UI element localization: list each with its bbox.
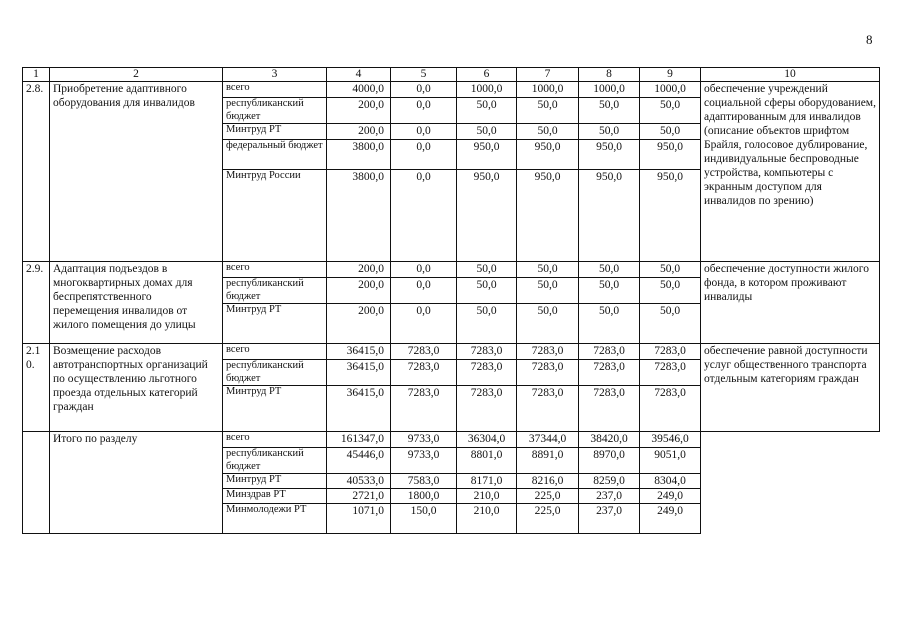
amount-cell: 0,0 — [391, 124, 457, 140]
funding-source: всего — [223, 432, 327, 448]
amount-cell: 8259,0 — [579, 474, 640, 489]
amount-cell: 7283,0 — [391, 360, 457, 386]
amount-cell: 249,0 — [640, 489, 701, 504]
amount-cell: 0,0 — [391, 140, 457, 170]
amount-cell: 3800,0 — [327, 170, 391, 262]
amount-cell: 50,0 — [517, 98, 579, 124]
amount-cell: 36415,0 — [327, 386, 391, 432]
amount-cell: 45446,0 — [327, 448, 391, 474]
amount-cell: 200,0 — [327, 278, 391, 304]
amount-cell: 39546,0 — [640, 432, 701, 448]
expected-result: обеспечение доступности жилого фонда, в котором проживают инвалиды — [701, 262, 880, 344]
amount-cell: 37344,0 — [517, 432, 579, 448]
amount-cell: 50,0 — [579, 98, 640, 124]
amount-cell: 7283,0 — [457, 344, 517, 360]
amount-cell: 225,0 — [517, 489, 579, 504]
amount-cell: 50,0 — [640, 262, 701, 278]
column-header: 8 — [579, 68, 640, 82]
amount-cell: 8970,0 — [579, 448, 640, 474]
total-number-cell — [23, 432, 50, 534]
header-row — [23, 68, 880, 82]
total-label: Итого по разделу — [50, 432, 223, 534]
column-header: 4 — [327, 68, 391, 82]
amount-cell: 50,0 — [579, 124, 640, 140]
measure-name: Возмещение расходов автотранспортных организаций по осуществлению льготного проезда отдельных категорий граждан — [50, 344, 223, 432]
amount-cell: 50,0 — [640, 304, 701, 344]
funding-source: Минмолодежи РТ — [223, 504, 327, 534]
funding-source: всего — [223, 262, 327, 278]
amount-cell: 0,0 — [391, 278, 457, 304]
amount-cell: 7283,0 — [457, 386, 517, 432]
table-row — [23, 82, 880, 98]
funding-source: всего — [223, 344, 327, 360]
amount-cell: 36304,0 — [457, 432, 517, 448]
program-table — [22, 67, 880, 534]
amount-cell: 50,0 — [457, 124, 517, 140]
amount-cell: 8304,0 — [640, 474, 701, 489]
amount-cell: 7283,0 — [640, 344, 701, 360]
funding-source: Минтруд России — [223, 170, 327, 262]
amount-cell: 0,0 — [391, 170, 457, 262]
amount-cell: 0,0 — [391, 262, 457, 278]
amount-cell: 1800,0 — [391, 489, 457, 504]
amount-cell: 1071,0 — [327, 504, 391, 534]
amount-cell: 200,0 — [327, 124, 391, 140]
column-header: 2 — [50, 68, 223, 82]
amount-cell: 8216,0 — [517, 474, 579, 489]
funding-source: республиканский бюджет — [223, 98, 327, 124]
amount-cell: 3800,0 — [327, 140, 391, 170]
row-number: 2.1 0. — [23, 344, 50, 432]
amount-cell: 9051,0 — [640, 448, 701, 474]
amount-cell: 40533,0 — [327, 474, 391, 489]
amount-cell: 7283,0 — [457, 360, 517, 386]
amount-cell: 7283,0 — [579, 386, 640, 432]
row-number: 2.9. — [23, 262, 50, 344]
funding-source: федеральный бюджет — [223, 140, 327, 170]
amount-cell: 9733,0 — [391, 448, 457, 474]
measure-name: Приобретение адаптивного оборудования для инвалидов — [50, 82, 223, 262]
amount-cell: 50,0 — [457, 304, 517, 344]
amount-cell: 50,0 — [579, 262, 640, 278]
amount-cell: 50,0 — [579, 278, 640, 304]
column-header: 7 — [517, 68, 579, 82]
amount-cell: 7283,0 — [579, 344, 640, 360]
amount-cell: 225,0 — [517, 504, 579, 534]
column-header: 3 — [223, 68, 327, 82]
amount-cell: 950,0 — [457, 170, 517, 262]
amount-cell: 36415,0 — [327, 360, 391, 386]
amount-cell: 7283,0 — [391, 386, 457, 432]
amount-cell: 237,0 — [579, 489, 640, 504]
amount-cell: 950,0 — [457, 140, 517, 170]
total-row — [23, 432, 880, 448]
funding-source: всего — [223, 82, 327, 98]
amount-cell: 50,0 — [579, 304, 640, 344]
amount-cell: 50,0 — [457, 98, 517, 124]
amount-cell: 50,0 — [457, 262, 517, 278]
amount-cell: 8801,0 — [457, 448, 517, 474]
column-header: 10 — [701, 68, 880, 82]
amount-cell: 0,0 — [391, 304, 457, 344]
funding-source: республиканский бюджет — [223, 448, 327, 474]
amount-cell: 7283,0 — [640, 386, 701, 432]
amount-cell: 950,0 — [579, 140, 640, 170]
amount-cell: 1000,0 — [640, 82, 701, 98]
row-number: 2.8. — [23, 82, 50, 262]
amount-cell: 1000,0 — [517, 82, 579, 98]
amount-cell: 1000,0 — [457, 82, 517, 98]
funding-source: Минтруд РТ — [223, 474, 327, 489]
amount-cell: 7583,0 — [391, 474, 457, 489]
amount-cell: 0,0 — [391, 82, 457, 98]
amount-cell: 7283,0 — [517, 386, 579, 432]
column-header: 6 — [457, 68, 517, 82]
amount-cell: 7283,0 — [517, 360, 579, 386]
funding-source: Минтруд РТ — [223, 124, 327, 140]
column-header: 5 — [391, 68, 457, 82]
amount-cell: 50,0 — [640, 124, 701, 140]
funding-source: республиканский бюджет — [223, 360, 327, 386]
expected-result: обеспечение равной доступности услуг общественного транспорта отдельным категориям граждан — [701, 344, 880, 432]
amount-cell: 7283,0 — [517, 344, 579, 360]
amount-cell: 50,0 — [640, 278, 701, 304]
amount-cell: 9733,0 — [391, 432, 457, 448]
amount-cell: 950,0 — [640, 170, 701, 262]
page-number: 8 — [866, 32, 873, 47]
funding-source: Минздрав РТ — [223, 489, 327, 504]
amount-cell: 150,0 — [391, 504, 457, 534]
amount-cell: 210,0 — [457, 504, 517, 534]
amount-cell: 50,0 — [457, 278, 517, 304]
amount-cell: 50,0 — [517, 124, 579, 140]
amount-cell: 50,0 — [517, 262, 579, 278]
funding-source: республиканский бюджет — [223, 278, 327, 304]
amount-cell: 237,0 — [579, 504, 640, 534]
amount-cell: 7283,0 — [579, 360, 640, 386]
amount-cell: 8891,0 — [517, 448, 579, 474]
column-header: 1 — [23, 68, 50, 82]
expected-result: обеспечение учреждений социальной сферы оборудованием, адаптированным для инвалидов (описание объектов шрифтом Брайля, голосовое дублирование, индивидуальные беспроводные устройства, компьютеры с экранным доступом для инвалидов по зрению) — [701, 82, 880, 262]
measure-name: Адаптация подъездов в многоквартирных домах для беспрепятственного перемещения инвалидов от жилого помещения до улицы — [50, 262, 223, 344]
amount-cell: 200,0 — [327, 98, 391, 124]
funding-source: Минтруд РТ — [223, 386, 327, 432]
funding-source: Минтруд РТ — [223, 304, 327, 344]
amount-cell: 950,0 — [640, 140, 701, 170]
amount-cell: 7283,0 — [640, 360, 701, 386]
amount-cell: 161347,0 — [327, 432, 391, 448]
table-row — [23, 262, 880, 278]
amount-cell: 50,0 — [640, 98, 701, 124]
amount-cell: 7283,0 — [391, 344, 457, 360]
amount-cell: 2721,0 — [327, 489, 391, 504]
amount-cell: 950,0 — [517, 140, 579, 170]
amount-cell: 38420,0 — [579, 432, 640, 448]
amount-cell: 50,0 — [517, 304, 579, 344]
table-row — [23, 344, 880, 360]
amount-cell: 8171,0 — [457, 474, 517, 489]
amount-cell: 210,0 — [457, 489, 517, 504]
amount-cell: 249,0 — [640, 504, 701, 534]
amount-cell: 200,0 — [327, 262, 391, 278]
amount-cell: 1000,0 — [579, 82, 640, 98]
amount-cell: 950,0 — [579, 170, 640, 262]
amount-cell: 50,0 — [517, 278, 579, 304]
amount-cell: 950,0 — [517, 170, 579, 262]
amount-cell: 4000,0 — [327, 82, 391, 98]
amount-cell: 0,0 — [391, 98, 457, 124]
amount-cell: 200,0 — [327, 304, 391, 344]
column-header: 9 — [640, 68, 701, 82]
amount-cell: 36415,0 — [327, 344, 391, 360]
total-result-blank — [701, 432, 880, 534]
